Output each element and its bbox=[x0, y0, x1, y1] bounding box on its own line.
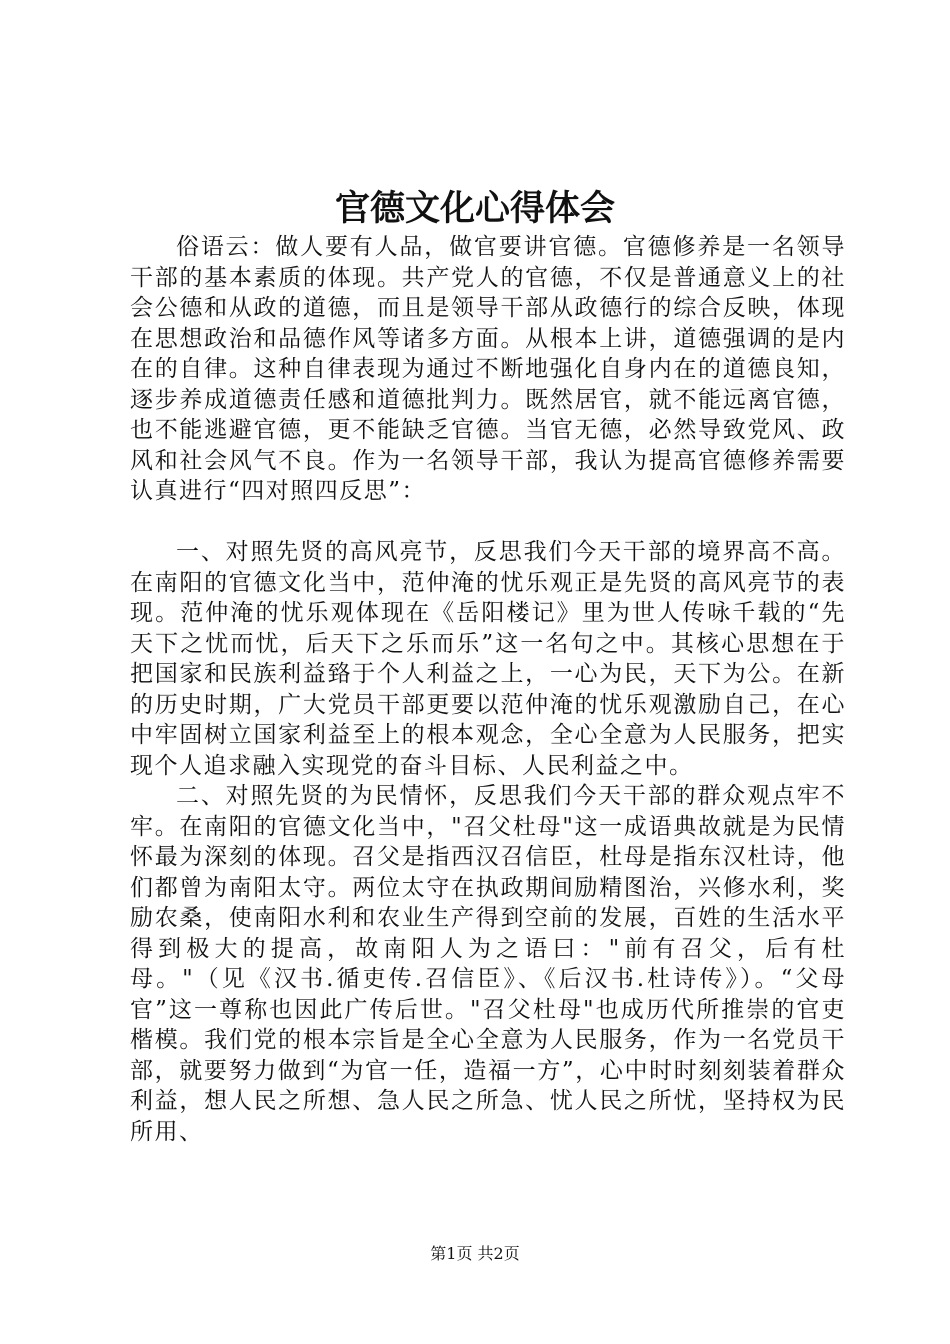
paragraph-intro: 俗语云：做人要有人品，做官要讲官德。官德修养是一名领导干部的基本素质的体现。共产党人的官德，不仅是普通意义上的社会公德和从政的道德，而且是领导干部从政德行的综合反映，体现在思想政治和品德作风等诸多方面。从根本上讲，道德强调的是内在的自律。这种自律表现为通过不断地强化自身内在的道德良知，逐步养成道德责任感和道德批判力。既然居官，就不能远离官德，也不能逃避官德，更不能缺乏官德。当官无德，必然导致党风、政风和社会风气不良。作为一名领导干部，我认为提高官德修养需要认真进行“四对照四反思”： bbox=[130, 234, 846, 504]
document-title: 官德文化心得体会 bbox=[334, 188, 615, 229]
paragraph-gap bbox=[130, 507, 846, 538]
document-body bbox=[130, 232, 846, 1147]
page-footer: 第1页 共2页 bbox=[430, 1244, 520, 1263]
paragraph-section-2: 二、对照先贤的为民情怀，反思我们今天干部的群众观点牢不牢。在南阳的官德文化当中，"召父杜母"这一成语典故就是为民情怀最为深刻的体现。召父是指西汉召信臣，杜母是指东汉杜诗，他们都曾为南阳太守。两位太守在执政期间励精图治，兴修水利，奖励农桑，使南阳水利和农业生产得到空前的发展，百姓的生活水平得到极大的提高，故南阳人为之语曰："前有召父，后有杜母。"（见《汉书.循吏传.召信臣》、《后汉书.杜诗传》）。“父母官”这一尊称也因此广传后世。"召父杜母"也成历代所推崇的官吏楷模。我们党的根本宗旨是全心全意为人民服务，作为一名党员干部，就要努力做到“为官一任，造福一方”，心中时时刻刻装着群众利益，想人民之所想、急人民之所急、忧人民之所忧，坚持权为民所用、 bbox=[130, 783, 846, 1145]
paragraph-section-1: 一、对照先贤的高风亮节，反思我们今天干部的境界高不高。在南阳的官德文化当中，范仲淹的忧乐观正是先贤的高风亮节的表现。范仲淹的忧乐观体现在《岳阳楼记》里为世人传咏千载的“先天下之忧而忧，后天下之乐而乐”这一名句之中。其核心思想在于把国家和民族利益臵于个人利益之上，一心为民，天下为公。在新的历史时期，广大党员干部更要以范仲淹的忧乐观激励自己，在心中牢固树立国家利益至上的根本观念，全心全意为人民服务，把实现个人追求融入实现党的奋斗目标、人民利益之中。 bbox=[130, 539, 846, 779]
